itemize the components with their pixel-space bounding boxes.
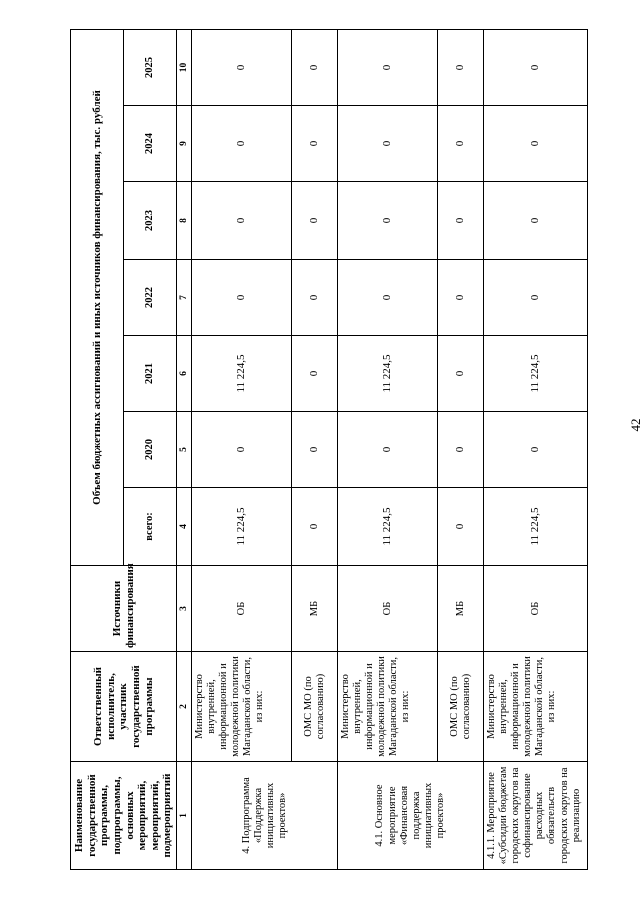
value-cell: 0 (438, 260, 484, 336)
column-number-row (177, 29, 192, 869)
table-row (192, 29, 292, 869)
column-number: 10 (177, 29, 192, 105)
value-cell: 0 (192, 182, 292, 260)
value-cell: 0 (292, 488, 338, 566)
header-year: 2025 (124, 29, 177, 105)
budget-table (70, 29, 588, 870)
source-cell: МБ (438, 566, 484, 652)
value-cell: 0 (192, 412, 292, 488)
responsible-cell: Министерство внутренней, информационной и молодежной политики Магаданской области, из них: (484, 652, 588, 762)
program-name: 4.1.1. Мероприятие «Субсидии бюджетам городских округов на софинансирование расходных обязательств городских округов на реализацию (484, 762, 588, 870)
value-cell: 0 (338, 412, 438, 488)
header-year: 2020 (124, 412, 177, 488)
responsible-cell: Министерство внутренней, информационной и молодежной политики Магаданской области, из них: (192, 652, 292, 762)
value-cell: 0 (192, 106, 292, 182)
value-cell: 0 (438, 336, 484, 412)
header-year: 2022 (124, 260, 177, 336)
value-cell: 0 (192, 29, 292, 105)
value-cell: 11 224,5 (484, 336, 588, 412)
value-cell: 0 (192, 260, 292, 336)
value-cell: 11 224,5 (484, 488, 588, 566)
value-cell: 0 (292, 106, 338, 182)
responsible-cell: Министерство внутренней, информационной и молодежной политики Магаданской области, из них: (338, 652, 438, 762)
value-cell: 0 (338, 260, 438, 336)
value-cell: 0 (338, 182, 438, 260)
value-cell: 0 (292, 29, 338, 105)
value-cell: 0 (438, 412, 484, 488)
page-number: 42 (628, 418, 643, 432)
value-cell: 0 (438, 106, 484, 182)
value-cell: 0 (292, 336, 338, 412)
header-year: 2024 (124, 106, 177, 182)
value-cell: 11 224,5 (338, 488, 438, 566)
value-cell: 0 (438, 488, 484, 566)
column-number: 5 (177, 412, 192, 488)
value-cell: 0 (484, 182, 588, 260)
value-cell: 0 (292, 182, 338, 260)
rotated-table-wrapper (70, 30, 640, 870)
column-number: 4 (177, 488, 192, 566)
program-name: 4. Подпрограмма «Поддержка инициативных проектов» (192, 762, 338, 870)
table-row (338, 29, 438, 869)
value-cell: 11 224,5 (192, 336, 292, 412)
column-number: 9 (177, 106, 192, 182)
value-cell: 11 224,5 (338, 336, 438, 412)
value-cell: 0 (484, 29, 588, 105)
header-year: 2023 (124, 182, 177, 260)
column-number: 1 (177, 762, 192, 870)
value-cell: 0 (338, 29, 438, 105)
value-cell: 11 224,5 (192, 488, 292, 566)
table-row (438, 29, 484, 869)
value-cell: 0 (484, 412, 588, 488)
responsible-cell: ОМС МО (по согласованию) (292, 652, 338, 762)
header-funding-group: Объем бюджетных ассигнований и иных источников финансирования, тыс. рублей (71, 29, 124, 565)
source-cell: ОБ (338, 566, 438, 652)
header-name: Наименование государственной программы, подпрограммы, основных мероприятий, мероприятий, подмероприятий (71, 762, 177, 870)
table-row (484, 29, 588, 869)
program-name: 4.1. Основное мероприятие «Финансовая поддержка инициативных проектов» (338, 762, 484, 870)
header-total: всего: (124, 488, 177, 566)
column-number: 6 (177, 336, 192, 412)
header-responsible: Ответственный исполнитель, участник государственной программы (71, 652, 177, 762)
value-cell: 0 (292, 412, 338, 488)
column-number: 2 (177, 652, 192, 762)
table-row (292, 29, 338, 869)
value-cell: 0 (484, 106, 588, 182)
value-cell: 0 (438, 29, 484, 105)
source-cell: МБ (292, 566, 338, 652)
responsible-cell: ОМС МО (по согласованию) (438, 652, 484, 762)
source-cell: ОБ (192, 566, 292, 652)
column-number: 3 (177, 566, 192, 652)
value-cell: 0 (292, 260, 338, 336)
column-number: 8 (177, 182, 192, 260)
header-sources: Источники финансирования (71, 566, 177, 652)
value-cell: 0 (338, 106, 438, 182)
source-cell: ОБ (484, 566, 588, 652)
value-cell: 0 (438, 182, 484, 260)
column-number: 7 (177, 260, 192, 336)
value-cell: 0 (484, 260, 588, 336)
header-year: 2021 (124, 336, 177, 412)
